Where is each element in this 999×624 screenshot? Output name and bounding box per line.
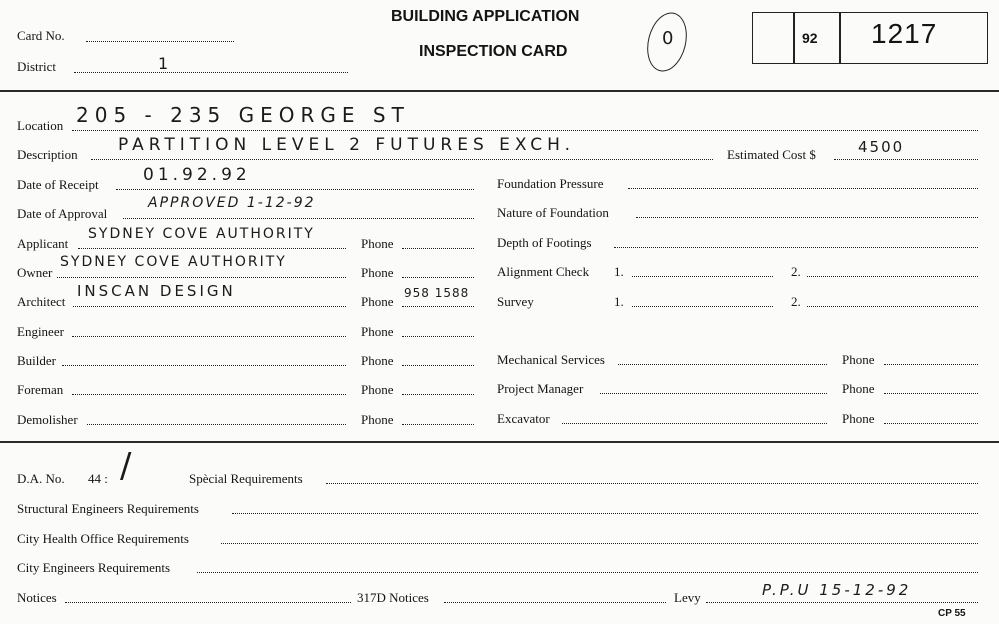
- excavator-label: Excavator: [497, 411, 550, 426]
- survey-label: Survey: [497, 294, 534, 309]
- applicant-value: SYDNEY COVE AUTHORITY: [88, 226, 315, 242]
- date-receipt-value: 01.92.92: [143, 165, 251, 185]
- survey-opt2-label: 2.: [791, 294, 801, 309]
- header-divider: [0, 90, 999, 92]
- form-title-line1: BUILDING APPLICATION: [391, 8, 580, 25]
- demolisher-label: Demolisher: [17, 412, 78, 427]
- date-approval-label: Date of Approval: [17, 206, 108, 221]
- owner-label: Owner: [17, 265, 53, 280]
- architect-value: INSCAN DESIGN: [77, 282, 236, 300]
- applicant-phone-field[interactable]: [402, 248, 474, 249]
- owner-phone-field[interactable]: [402, 277, 474, 278]
- engineer-label: Engineer: [17, 324, 64, 339]
- project-manager-label: Project Manager: [497, 381, 584, 396]
- mechanical-services-phone-field[interactable]: [884, 364, 978, 365]
- engineer-phone-field[interactable]: [402, 336, 474, 337]
- health-requirements-field[interactable]: [221, 543, 978, 544]
- box-divider-2: [839, 13, 841, 63]
- applicant-phone-label: Phone: [361, 236, 394, 251]
- alignment-check-opt1-label: 1.: [614, 264, 624, 279]
- foundation-pressure-label: Foundation Pressure: [497, 176, 604, 191]
- nature-foundation-label: Nature of Foundation: [497, 205, 609, 220]
- engineer-field[interactable]: [72, 336, 346, 337]
- district-field[interactable]: [74, 72, 348, 73]
- structural-requirements-label: Structural Engineers Requirements: [17, 501, 199, 516]
- city-engineers-requirements-label: City Engineers Requirements: [17, 560, 171, 575]
- foundation-pressure-field[interactable]: [628, 188, 978, 189]
- project-manager-field[interactable]: [600, 393, 827, 394]
- location-value: 205 - 235 GEORGE ST: [76, 103, 410, 127]
- applicant-label: Applicant: [17, 236, 69, 251]
- mechanical-services-field[interactable]: [618, 364, 827, 365]
- levy-label: Levy: [674, 590, 701, 605]
- foreman-phone-field[interactable]: [402, 394, 474, 395]
- card-no-label: Card No.: [17, 28, 65, 43]
- levy-field[interactable]: [706, 602, 978, 603]
- circled-mark-value: 0: [662, 28, 674, 49]
- mechanical-services-label: Mechanical Services: [497, 352, 605, 367]
- special-requirements-label: Spècial Requirements: [189, 471, 303, 486]
- foreman-phone-label: Phone: [361, 382, 394, 397]
- project-manager-phone-field[interactable]: [884, 393, 978, 394]
- structural-requirements-field[interactable]: [232, 513, 978, 514]
- project-manager-phone-label: Phone: [842, 381, 875, 396]
- owner-value: SYDNEY COVE AUTHORITY: [60, 254, 287, 270]
- estimated-cost-label: Estimated Cost $: [727, 147, 816, 162]
- foreman-label: Foreman: [17, 382, 64, 397]
- owner-field[interactable]: [57, 277, 346, 278]
- alignment-check-label: Alignment Check: [497, 264, 590, 279]
- builder-phone-label: Phone: [361, 353, 394, 368]
- description-label: Description: [17, 147, 78, 162]
- date-receipt-field[interactable]: [116, 189, 474, 190]
- builder-phone-field[interactable]: [402, 365, 474, 366]
- da-mark: /: [120, 446, 132, 486]
- nature-foundation-field[interactable]: [636, 217, 978, 218]
- architect-label: Architect: [17, 294, 66, 309]
- architect-phone-field[interactable]: [402, 306, 474, 307]
- notices-317d-label: 317D Notices: [357, 590, 429, 605]
- builder-label: Builder: [17, 353, 56, 368]
- builder-field[interactable]: [62, 365, 346, 366]
- district-value: 1: [158, 54, 170, 73]
- survey-opt1-label: 1.: [614, 294, 624, 309]
- engineer-phone-label: Phone: [361, 324, 394, 339]
- health-requirements-label: City Health Office Requirements: [17, 531, 189, 546]
- architect-phone-value: 958 1588: [404, 286, 470, 300]
- form-title-line2: INSPECTION CARD: [419, 43, 568, 60]
- estimated-cost-value: 4500: [858, 138, 905, 156]
- foreman-field[interactable]: [72, 394, 346, 395]
- excavator-field[interactable]: [562, 423, 827, 424]
- location-label: Location: [17, 118, 64, 133]
- description-field[interactable]: [91, 159, 713, 160]
- architect-phone-label: Phone: [361, 294, 394, 309]
- da-no-label: D.A. No.: [17, 471, 65, 486]
- demolisher-field[interactable]: [87, 424, 346, 425]
- box-number: 1217: [871, 18, 938, 49]
- district-label: District: [17, 59, 56, 74]
- levy-value: P.P.U 15-12-92: [762, 581, 912, 599]
- applicant-field[interactable]: [78, 248, 346, 249]
- city-engineers-requirements-field[interactable]: [197, 572, 978, 573]
- location-field[interactable]: [72, 130, 978, 131]
- form-code: CP 55: [938, 608, 966, 619]
- excavator-phone-field[interactable]: [884, 423, 978, 424]
- architect-field[interactable]: [73, 306, 346, 307]
- card-no-field[interactable]: [86, 41, 234, 42]
- box-divider-1: [793, 13, 795, 63]
- excavator-phone-label: Phone: [842, 411, 875, 426]
- date-approval-field[interactable]: [123, 218, 474, 219]
- alignment-check-field-1[interactable]: [632, 276, 773, 277]
- survey-field-2[interactable]: [807, 306, 978, 307]
- alignment-check-field-2[interactable]: [807, 276, 978, 277]
- depth-footings-field[interactable]: [614, 247, 978, 248]
- depth-footings-label: Depth of Footings: [497, 235, 592, 250]
- da-no-value: 44 :: [88, 471, 108, 486]
- owner-phone-label: Phone: [361, 265, 394, 280]
- box-year: 92: [802, 30, 818, 46]
- card-number-box: [752, 12, 988, 64]
- demolisher-phone-label: Phone: [361, 412, 394, 427]
- survey-field-1[interactable]: [632, 306, 773, 307]
- notices-label: Notices: [17, 590, 57, 605]
- mechanical-services-phone-label: Phone: [842, 352, 875, 367]
- description-value: PARTITION LEVEL 2 FUTURES EXCH.: [118, 135, 576, 155]
- notices-field[interactable]: [65, 602, 351, 603]
- demolisher-phone-field[interactable]: [402, 424, 474, 425]
- date-receipt-label: Date of Receipt: [17, 177, 99, 192]
- details-divider: [0, 441, 999, 443]
- estimated-cost-field[interactable]: [834, 159, 978, 160]
- alignment-check-opt2-label: 2.: [791, 264, 801, 279]
- notices-317d-field[interactable]: [444, 602, 666, 603]
- special-requirements-field[interactable]: [326, 483, 978, 484]
- date-approval-value: APPROVED 1-12-92: [148, 195, 316, 211]
